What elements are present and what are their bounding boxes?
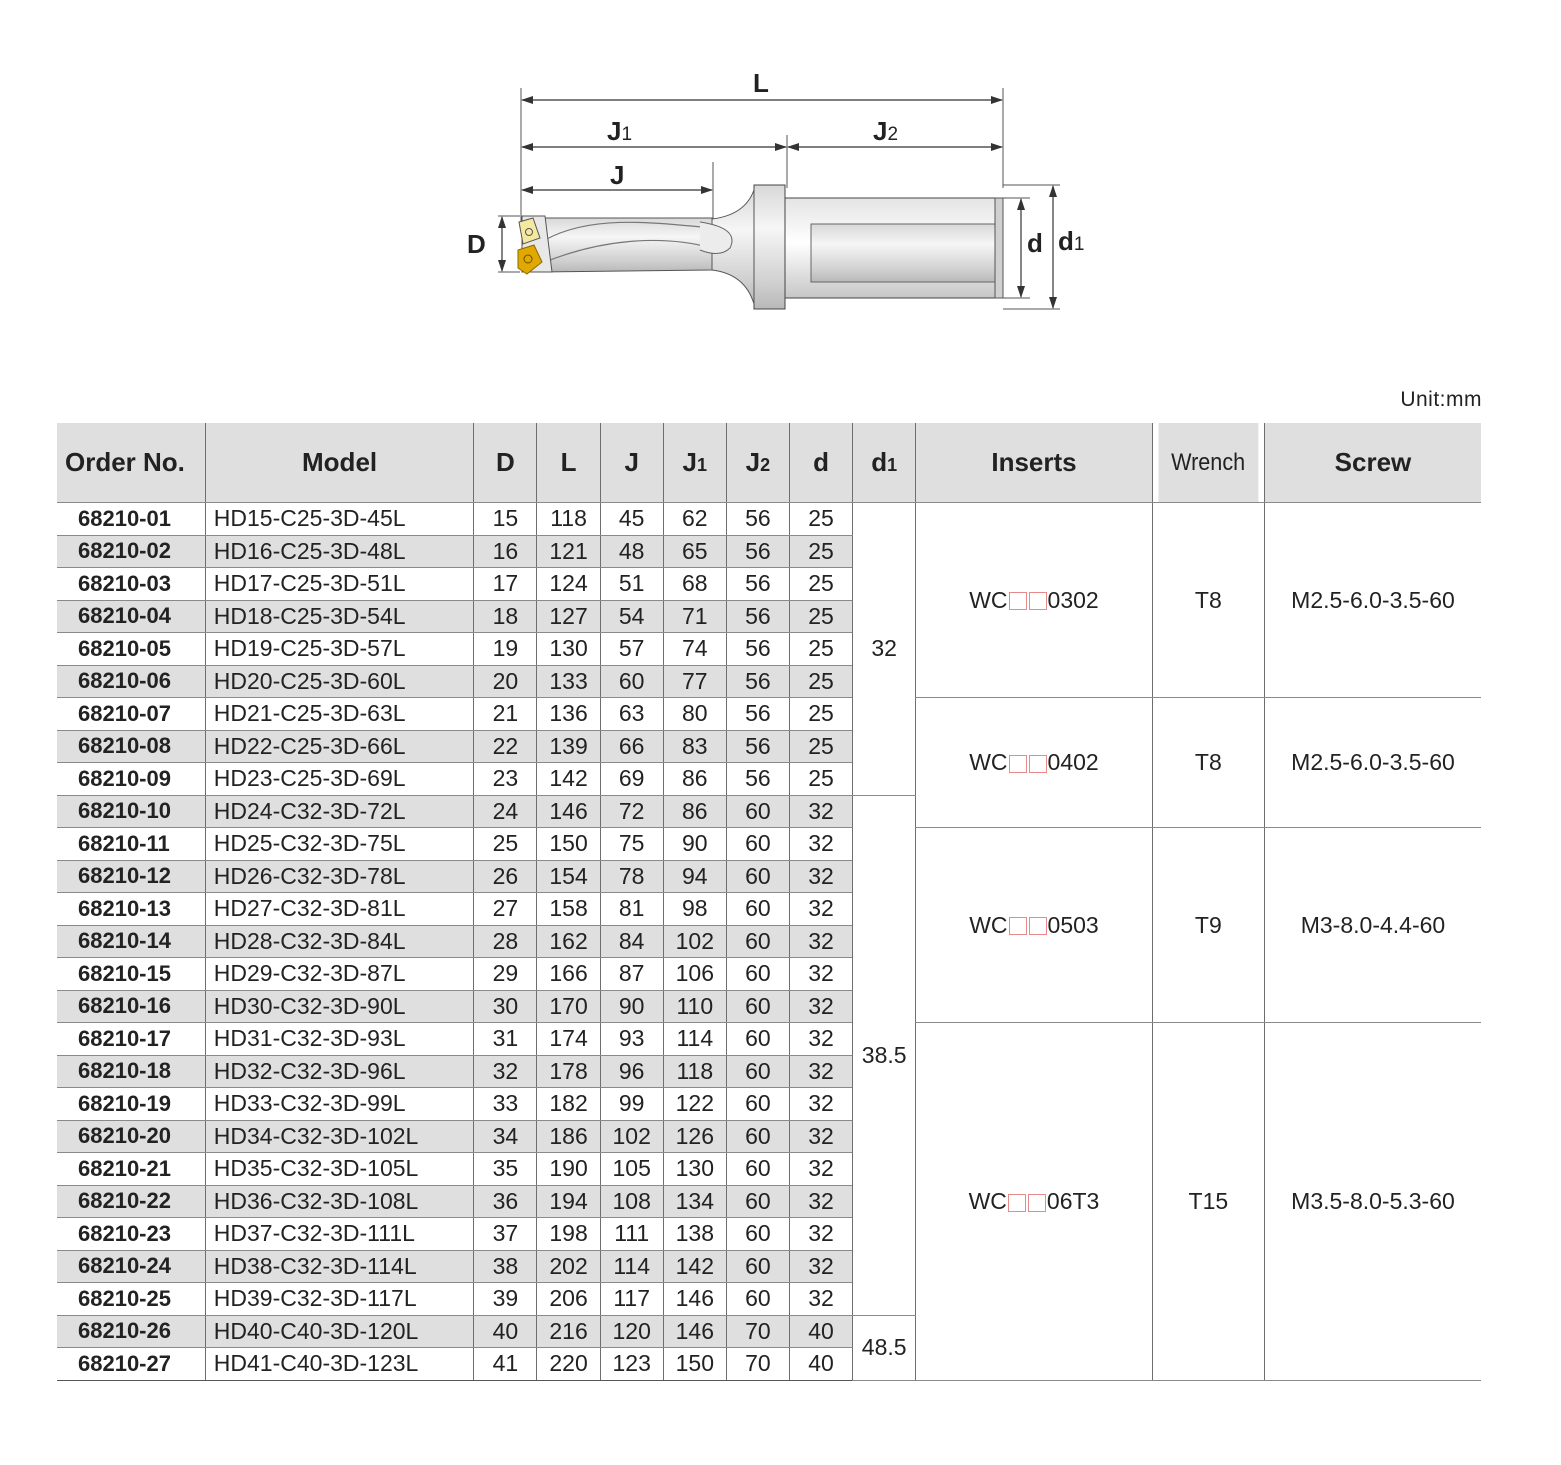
cell-order: 68210-27 (57, 1348, 205, 1381)
cell-d: 32 (789, 958, 852, 991)
cell-d: 25 (789, 535, 852, 568)
placeholder-box-icon (1009, 755, 1027, 773)
cell-d: 32 (789, 990, 852, 1023)
header-d (789, 423, 852, 503)
cell-model: HD15-C25-3D-45L (205, 503, 474, 536)
cell-j: 108 (600, 1185, 663, 1218)
cell-j1: 86 (663, 763, 726, 796)
cell-j2: 56 (726, 665, 789, 698)
cell-j1: 106 (663, 958, 726, 991)
cell-d: 25 (474, 828, 537, 861)
cell-order: 68210-01 (57, 503, 205, 536)
cell-j: 60 (600, 665, 663, 698)
label-d: d (1027, 228, 1043, 258)
cell-order: 68210-23 (57, 1218, 205, 1251)
cell-d: 32 (789, 1153, 852, 1186)
table-row (57, 828, 1481, 861)
label-L: L (753, 68, 769, 98)
header-screw (1264, 423, 1481, 503)
placeholder-box-icon (1008, 1194, 1026, 1212)
cell-d: 18 (474, 600, 537, 633)
cell-l: 133 (537, 665, 600, 698)
cell-j2: 70 (726, 1315, 789, 1348)
cell-j: 66 (600, 730, 663, 763)
cell-d: 17 (474, 568, 537, 601)
cell-d: 16 (474, 535, 537, 568)
cell-order: 68210-26 (57, 1315, 205, 1348)
cell-l: 127 (537, 600, 600, 633)
cell-l: 146 (537, 795, 600, 828)
cell-l: 182 (537, 1088, 600, 1121)
cell-model: HD34-C32-3D-102L (205, 1120, 474, 1153)
cell-model: HD32-C32-3D-96L (205, 1055, 474, 1088)
cell-j1: 130 (663, 1153, 726, 1186)
svg-text:J2 (873, 116, 898, 146)
cell-j2: 60 (726, 1250, 789, 1283)
cell-model: HD29-C32-3D-87L (205, 958, 474, 991)
cell-d: 32 (789, 1185, 852, 1218)
header-d (474, 423, 537, 503)
cell-j2: 60 (726, 828, 789, 861)
cell-d: 41 (474, 1348, 537, 1381)
cell-j2: 70 (726, 1348, 789, 1381)
cell-j1: 126 (663, 1120, 726, 1153)
insert-suffix: 06T3 (1046, 1187, 1100, 1214)
drill-spec-table (57, 423, 1481, 1381)
cell-model: HD26-C32-3D-78L (205, 860, 474, 893)
cell-l: 170 (537, 990, 600, 1023)
table-row (57, 698, 1481, 731)
cell-order: 68210-14 (57, 925, 205, 958)
cell-model: HD30-C32-3D-90L (205, 990, 474, 1023)
header-label: Order No. (65, 447, 185, 477)
cell-l: 202 (537, 1250, 600, 1283)
header-label: J (745, 447, 761, 477)
cell-j: 93 (600, 1023, 663, 1056)
cell-wrench-group: T9 (1152, 828, 1264, 1023)
header-d1 (853, 423, 916, 503)
cell-screw-group: M3.5-8.0-5.3-60 (1264, 1023, 1481, 1381)
cell-model: HD19-C25-3D-57L (205, 633, 474, 666)
label-J: J (610, 160, 625, 190)
cell-j: 102 (600, 1120, 663, 1153)
cell-model: HD39-C32-3D-117L (205, 1283, 474, 1316)
svg-text:J1 (607, 116, 632, 146)
cell-d: 32 (789, 828, 852, 861)
cell-order: 68210-03 (57, 568, 205, 601)
cell-d: 28 (474, 925, 537, 958)
cell-j: 84 (600, 925, 663, 958)
header-subscript: 1 (697, 455, 708, 475)
cell-d: 37 (474, 1218, 537, 1251)
cell-j1: 74 (663, 633, 726, 666)
cell-l: 216 (537, 1315, 600, 1348)
cell-order: 68210-10 (57, 795, 205, 828)
cell-d: 25 (789, 568, 852, 601)
cell-j2: 60 (726, 1283, 789, 1316)
cell-d: 23 (474, 763, 537, 796)
cell-j2: 60 (726, 1218, 789, 1251)
cell-d: 25 (789, 503, 852, 536)
cell-model: HD20-C25-3D-60L (205, 665, 474, 698)
cell-model: HD24-C32-3D-72L (205, 795, 474, 828)
cell-d: 38 (474, 1250, 537, 1283)
cell-screw-group: M2.5-6.0-3.5-60 (1264, 698, 1481, 828)
cell-j2: 60 (726, 1185, 789, 1218)
cell-j: 117 (600, 1283, 663, 1316)
cell-j: 105 (600, 1153, 663, 1186)
cell-j1: 146 (663, 1315, 726, 1348)
cell-d: 40 (789, 1315, 852, 1348)
cell-d: 22 (474, 730, 537, 763)
cell-model: HD27-C32-3D-81L (205, 893, 474, 926)
header-l (537, 423, 600, 503)
cell-j1: 118 (663, 1055, 726, 1088)
cell-d: 31 (474, 1023, 537, 1056)
cell-order: 68210-05 (57, 633, 205, 666)
cell-d: 36 (474, 1185, 537, 1218)
cell-j1: 150 (663, 1348, 726, 1381)
cell-inserts-group (916, 828, 1152, 1023)
cell-l: 206 (537, 1283, 600, 1316)
drill-tool-drawing (518, 185, 1003, 309)
label-J2-sub: 2 (887, 124, 899, 145)
cell-j: 81 (600, 893, 663, 926)
cell-d: 33 (474, 1088, 537, 1121)
cell-j1: 71 (663, 600, 726, 633)
cell-model: HD38-C32-3D-114L (205, 1250, 474, 1283)
cell-order: 68210-25 (57, 1283, 205, 1316)
cell-j: 51 (600, 568, 663, 601)
cell-wrench-group: T8 (1152, 503, 1264, 698)
cell-l: 162 (537, 925, 600, 958)
cell-j: 123 (600, 1348, 663, 1381)
table-row (57, 1023, 1481, 1056)
cell-model: HD21-C25-3D-63L (205, 698, 474, 731)
cell-j1: 80 (663, 698, 726, 731)
placeholder-box-icon (1009, 592, 1027, 610)
cell-j: 69 (600, 763, 663, 796)
label-d1-sub: 1 (1073, 234, 1085, 255)
cell-wrench-group: T15 (1152, 1023, 1264, 1381)
cell-d: 34 (474, 1120, 537, 1153)
cell-j: 120 (600, 1315, 663, 1348)
cell-model: HD40-C40-3D-120L (205, 1315, 474, 1348)
cell-d: 19 (474, 633, 537, 666)
cell-j2: 56 (726, 698, 789, 731)
cell-l: 198 (537, 1218, 600, 1251)
cell-model: HD28-C32-3D-84L (205, 925, 474, 958)
header-subscript: 2 (760, 455, 771, 475)
cell-model: HD16-C25-3D-48L (205, 535, 474, 568)
label-J1: J (607, 116, 622, 146)
cell-model: HD18-C25-3D-54L (205, 600, 474, 633)
cell-d1-group: 32 (853, 503, 916, 796)
cell-j2: 56 (726, 503, 789, 536)
cell-j2: 60 (726, 860, 789, 893)
cell-j1: 83 (663, 730, 726, 763)
cell-l: 124 (537, 568, 600, 601)
cell-j2: 56 (726, 633, 789, 666)
cell-j1: 138 (663, 1218, 726, 1251)
header-label: Screw (1334, 447, 1412, 477)
cell-l: 142 (537, 763, 600, 796)
cell-wrench-group: T8 (1152, 698, 1264, 828)
svg-text:d1 (1058, 226, 1084, 256)
cell-model: HD17-C25-3D-51L (205, 568, 474, 601)
cell-model: HD37-C32-3D-111L (205, 1218, 474, 1251)
cell-d: 29 (474, 958, 537, 991)
cell-j: 111 (600, 1218, 663, 1251)
cell-d: 32 (789, 1120, 852, 1153)
cell-j1: 102 (663, 925, 726, 958)
cell-j1: 94 (663, 860, 726, 893)
cell-j1: 122 (663, 1088, 726, 1121)
cell-order: 68210-15 (57, 958, 205, 991)
placeholder-box-icon (1028, 1194, 1046, 1212)
cell-j: 75 (600, 828, 663, 861)
cell-order: 68210-02 (57, 535, 205, 568)
cell-j1: 86 (663, 795, 726, 828)
cell-d: 24 (474, 795, 537, 828)
cell-order: 68210-18 (57, 1055, 205, 1088)
header-label: L (560, 447, 577, 477)
cell-j2: 56 (726, 535, 789, 568)
header-subscript: 1 (887, 455, 898, 475)
cell-order: 68210-06 (57, 665, 205, 698)
header-label: Inserts (991, 447, 1077, 477)
cell-d: 32 (789, 795, 852, 828)
cell-inserts-group (916, 698, 1152, 828)
cell-order: 68210-21 (57, 1153, 205, 1186)
cell-j2: 60 (726, 1023, 789, 1056)
insert-suffix: 0503 (1047, 911, 1099, 938)
cell-j: 78 (600, 860, 663, 893)
cell-order: 68210-12 (57, 860, 205, 893)
cell-l: 150 (537, 828, 600, 861)
cell-j1: 68 (663, 568, 726, 601)
cell-l: 178 (537, 1055, 600, 1088)
cell-j: 45 (600, 503, 663, 536)
cell-l: 121 (537, 535, 600, 568)
cell-d: 32 (789, 860, 852, 893)
cell-inserts-group (916, 503, 1152, 698)
cell-j2: 56 (726, 763, 789, 796)
cell-j2: 60 (726, 1055, 789, 1088)
cell-d: 32 (789, 1088, 852, 1121)
cell-d: 39 (474, 1283, 537, 1316)
cell-d: 30 (474, 990, 537, 1023)
cell-j: 63 (600, 698, 663, 731)
cell-j1: 110 (663, 990, 726, 1023)
cell-d: 32 (789, 1023, 852, 1056)
cell-j2: 60 (726, 958, 789, 991)
cell-d1-group: 38.5 (853, 795, 916, 1315)
insert-prefix: WC (969, 586, 1008, 613)
cell-model: HD22-C25-3D-66L (205, 730, 474, 763)
header-inserts (916, 423, 1152, 503)
label-D: D (467, 229, 486, 259)
table-row (57, 503, 1481, 536)
cell-order: 68210-08 (57, 730, 205, 763)
cell-l: 190 (537, 1153, 600, 1186)
cell-j: 72 (600, 795, 663, 828)
cell-model: HD23-C25-3D-69L (205, 763, 474, 796)
placeholder-box-icon (1009, 917, 1027, 935)
cell-j2: 60 (726, 990, 789, 1023)
cell-d: 15 (474, 503, 537, 536)
cell-j: 99 (600, 1088, 663, 1121)
cell-l: 174 (537, 1023, 600, 1056)
cell-screw-group: M3-8.0-4.4-60 (1264, 828, 1481, 1023)
cell-d: 20 (474, 665, 537, 698)
cell-d: 32 (474, 1055, 537, 1088)
cell-d: 25 (789, 600, 852, 633)
cell-j: 90 (600, 990, 663, 1023)
cell-j2: 60 (726, 795, 789, 828)
cell-order: 68210-11 (57, 828, 205, 861)
cell-model: HD31-C32-3D-93L (205, 1023, 474, 1056)
cell-l: 166 (537, 958, 600, 991)
insert-prefix: WC (969, 911, 1008, 938)
insert-prefix: WC (969, 749, 1008, 775)
cell-order: 68210-09 (57, 763, 205, 796)
cell-d: 32 (789, 1055, 852, 1088)
label-J2: J (873, 116, 888, 146)
cell-d: 32 (789, 925, 852, 958)
cell-model: HD35-C32-3D-105L (205, 1153, 474, 1186)
cell-j1: 142 (663, 1250, 726, 1283)
cell-j2: 60 (726, 893, 789, 926)
cell-d: 21 (474, 698, 537, 731)
placeholder-box-icon (1029, 592, 1047, 610)
label-d1: d (1058, 226, 1074, 256)
cell-j2: 56 (726, 568, 789, 601)
cell-j1: 65 (663, 535, 726, 568)
cell-j1: 62 (663, 503, 726, 536)
label-J1-sub: 1 (621, 124, 633, 145)
cell-d: 32 (789, 1283, 852, 1316)
header-j2 (726, 423, 789, 503)
cell-order: 68210-17 (57, 1023, 205, 1056)
cell-l: 136 (537, 698, 600, 731)
header-label: D (496, 447, 515, 477)
placeholder-box-icon (1029, 917, 1047, 935)
cell-j: 96 (600, 1055, 663, 1088)
cell-j2: 60 (726, 1120, 789, 1153)
cell-d: 25 (789, 698, 852, 731)
cell-j1: 90 (663, 828, 726, 861)
cell-j1: 114 (663, 1023, 726, 1056)
insert-suffix: 0402 (1047, 749, 1099, 775)
header-wrench (1158, 423, 1259, 503)
cell-j2: 56 (726, 730, 789, 763)
cell-d1-group: 48.5 (853, 1315, 916, 1380)
cell-d: 35 (474, 1153, 537, 1186)
cell-model: HD25-C32-3D-75L (205, 828, 474, 861)
header-model (205, 423, 474, 503)
cell-l: 186 (537, 1120, 600, 1153)
cell-j: 48 (600, 535, 663, 568)
cell-j1: 77 (663, 665, 726, 698)
cell-d: 40 (474, 1315, 537, 1348)
cell-j: 57 (600, 633, 663, 666)
cell-d: 25 (789, 633, 852, 666)
cell-j1: 146 (663, 1283, 726, 1316)
cell-j2: 60 (726, 1088, 789, 1121)
cell-d: 27 (474, 893, 537, 926)
cell-l: 118 (537, 503, 600, 536)
header-j1 (663, 423, 726, 503)
cell-d: 32 (789, 1218, 852, 1251)
drill-dimension-diagram (0, 0, 1561, 360)
header-label: J (682, 447, 698, 477)
cell-order: 68210-04 (57, 600, 205, 633)
cell-d: 32 (789, 893, 852, 926)
cell-d: 40 (789, 1348, 852, 1381)
cell-j2: 56 (726, 600, 789, 633)
cell-order: 68210-07 (57, 698, 205, 731)
cell-l: 194 (537, 1185, 600, 1218)
cell-l: 158 (537, 893, 600, 926)
cell-model: HD41-C40-3D-123L (205, 1348, 474, 1381)
cell-l: 220 (537, 1348, 600, 1381)
cell-order: 68210-24 (57, 1250, 205, 1283)
cell-l: 130 (537, 633, 600, 666)
cell-j: 87 (600, 958, 663, 991)
cell-order: 68210-13 (57, 893, 205, 926)
cell-inserts-group (916, 1023, 1152, 1381)
cell-d: 25 (789, 730, 852, 763)
cell-j: 54 (600, 600, 663, 633)
cell-j1: 134 (663, 1185, 726, 1218)
cell-order: 68210-20 (57, 1120, 205, 1153)
cell-l: 154 (537, 860, 600, 893)
cell-d: 32 (789, 1250, 852, 1283)
table-header-row (57, 423, 1481, 503)
unit-label: Unit:mm (1400, 388, 1482, 411)
cell-j: 114 (600, 1250, 663, 1283)
header-label: d (871, 447, 888, 477)
cell-d: 26 (474, 860, 537, 893)
cell-d: 25 (789, 763, 852, 796)
header-j (600, 423, 663, 503)
header-label: J (624, 447, 639, 477)
cell-l: 139 (537, 730, 600, 763)
cell-j1: 98 (663, 893, 726, 926)
header-order (57, 423, 205, 503)
cell-order: 68210-22 (57, 1185, 205, 1218)
header-label: Model (302, 447, 378, 477)
cell-order: 68210-16 (57, 990, 205, 1023)
cell-screw-group: M2.5-6.0-3.5-60 (1264, 503, 1481, 698)
cell-model: HD36-C32-3D-108L (205, 1185, 474, 1218)
cell-j2: 60 (726, 925, 789, 958)
cell-j2: 60 (726, 1153, 789, 1186)
cell-order: 68210-19 (57, 1088, 205, 1121)
placeholder-box-icon (1029, 755, 1047, 773)
cell-d: 25 (789, 665, 852, 698)
header-label: Wrench (1171, 448, 1246, 476)
insert-prefix: WC (968, 1187, 1007, 1214)
insert-suffix: 0302 (1047, 586, 1099, 613)
cell-model: HD33-C32-3D-99L (205, 1088, 474, 1121)
table-body (57, 503, 1481, 1381)
header-label: d (813, 447, 829, 477)
